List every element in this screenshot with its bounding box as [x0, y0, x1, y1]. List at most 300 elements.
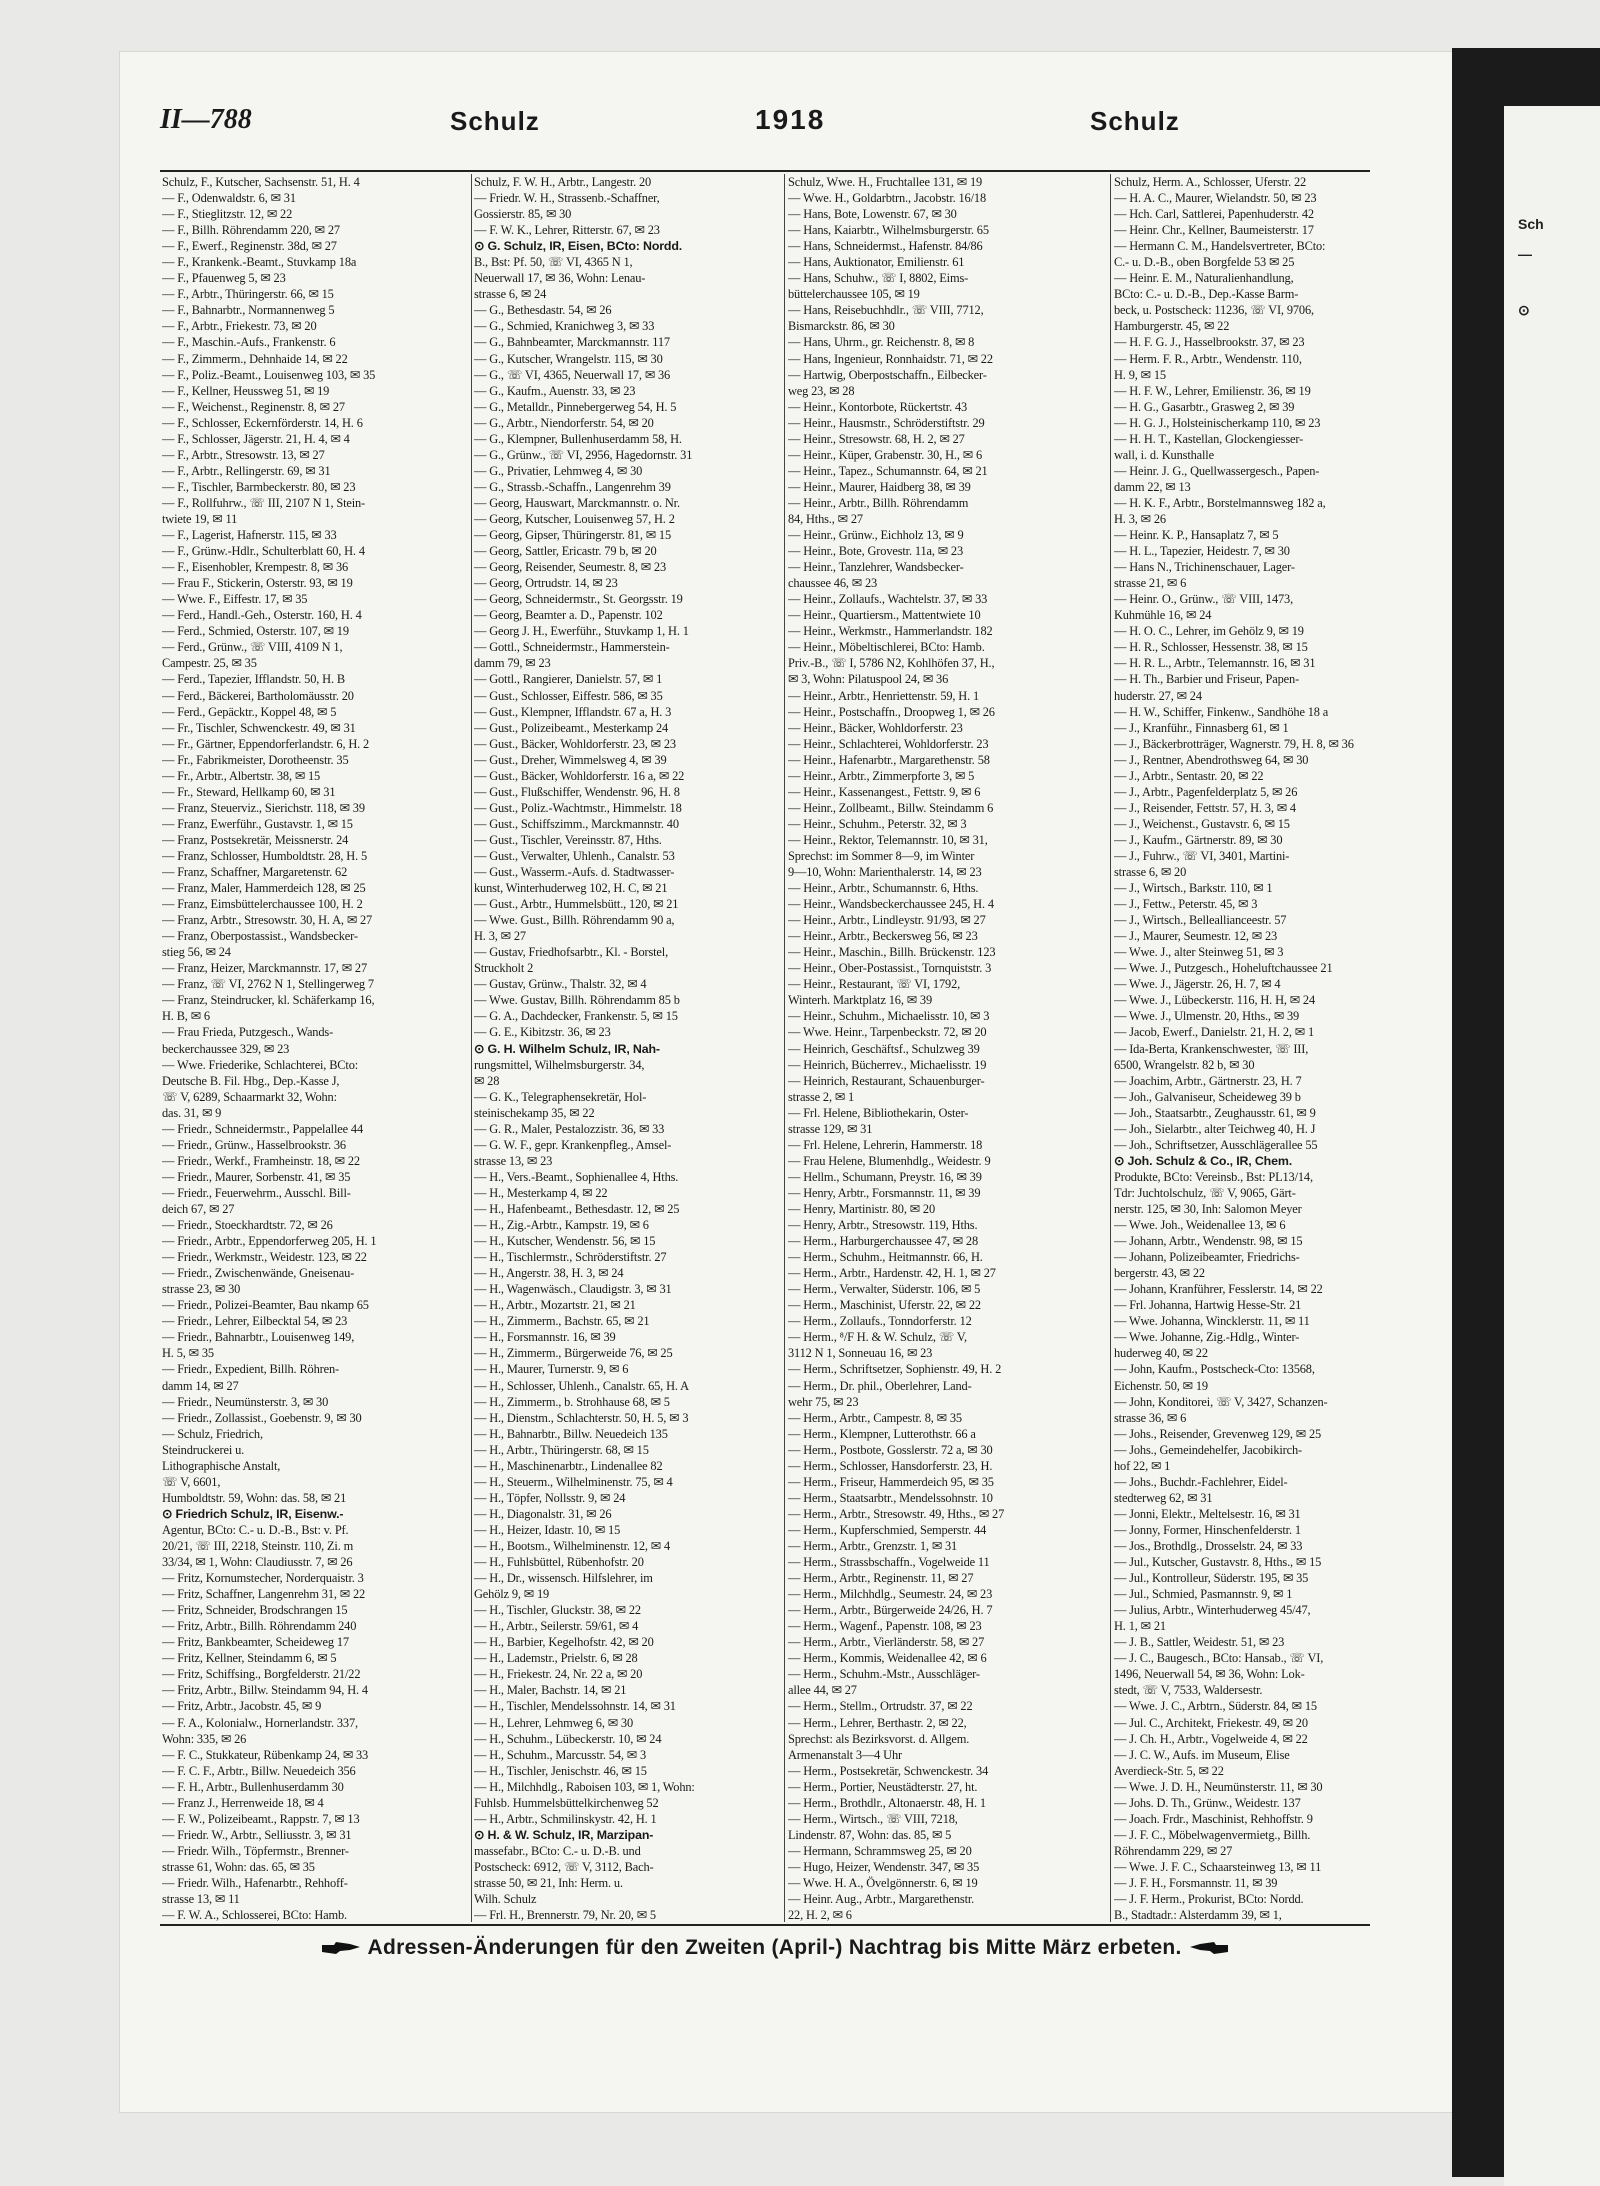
directory-entry: strasse 50, ✉ 21, Inh: Herm. u. [474, 1875, 623, 1890]
directory-entry: — H., Arbtr., Seilerstr. 59/61, ✉ 4 [474, 1619, 639, 1634]
directory-entry: — Wwe. Gustav, Billh. Röhrendamm 85 b [474, 993, 680, 1008]
directory-entry: — Gust., Tischler, Vereinsstr. 87, Hths. [474, 832, 662, 847]
directory-entry: Campestr. 25, ✉ 35 [162, 656, 257, 671]
directory-entry: — Jonny, Former, Hinschenfelderstr. 1 [1114, 1522, 1301, 1537]
directory-entry: — F., Grünw.-Hdlr., Schulterblatt 60, H. 4 [162, 544, 365, 559]
directory-entry: — Herm., Schriftsetzer, Sophienstr. 49, H. 2 [788, 1362, 1002, 1377]
directory-entry: — Friedr., Werkmstr., Weidestr. 123, ✉ 22 [162, 1250, 367, 1265]
directory-entry: — Ida-Berta, Krankenschwester, ☏ III, [1114, 1041, 1309, 1056]
directory-entry: — Franz, Arbtr., Stresowstr. 30, H. A, ✉ 27 [162, 913, 373, 928]
footer-rule [160, 1924, 1370, 1926]
directory-entry: — Heinr. K. P., Hansaplatz 7, ✉ 5 [1114, 528, 1279, 543]
directory-entry: — John, Kaufm., Postscheck-Cto: 13568, [1114, 1362, 1315, 1377]
directory-entry: — Georg, Kutscher, Louisenweg 57, H. 2 [474, 511, 675, 526]
column-4 [1114, 174, 1372, 1922]
directory-entry: — J., Wirtsch., Barkstr. 110, ✉ 1 [1114, 881, 1273, 896]
directory-entry: — F., Arbtr., Thüringerstr. 66, ✉ 15 [162, 287, 334, 302]
directory-entry: — Friedr., Polizei-Beamter, Bau nkamp 65 [162, 1298, 369, 1313]
directory-entry: bergerstr. 43, ✉ 22 [1114, 1266, 1205, 1281]
directory-entry: — J., Maurer, Seumestr. 12, ✉ 23 [1114, 929, 1278, 944]
directory-entry: — Joach. Frdr., Maschinist, Rehhoffstr. 9 [1114, 1811, 1313, 1826]
directory-entry: — Wwe. J. C., Arbtrn., Süderstr. 84, ✉ 15 [1114, 1699, 1317, 1714]
directory-entry: 22, H. 2, ✉ 6 [788, 1908, 852, 1922]
directory-entry: — Wwe. H. A., Övelgönnerstr. 6, ✉ 19 [788, 1875, 978, 1890]
directory-entry: Produkte, BCto: Vereinsb., Bst: PL13/14, [1114, 1169, 1313, 1184]
directory-entry: — H., Zig.-Arbtr., Kampstr. 19, ✉ 6 [474, 1218, 649, 1233]
directory-entry: — Fritz, Schneider, Brodschrangen 15 [162, 1603, 348, 1618]
directory-entry: — J., Fettw., Peterstr. 45, ✉ 3 [1114, 897, 1258, 912]
directory-entry: — Heinrich, Bücherrev., Michaelisstr. 19 [788, 1057, 987, 1072]
directory-entry: — H., Barbier, Kegelhofstr. 42, ✉ 20 [474, 1635, 654, 1650]
directory-entry: ⊙ Friedrich Schulz, IR, Eisenw.- [162, 1506, 344, 1521]
directory-entry: — H., Dienstm., Schlachterstr. 50, H. 5, ✉ 3 [474, 1410, 689, 1425]
directory-entry: ✉ 28 [474, 1073, 500, 1088]
directory-entry: — Georg, Ortrudstr. 14, ✉ 23 [474, 576, 618, 591]
directory-entry: das. 31, ✉ 9 [162, 1105, 222, 1120]
column-3 [788, 174, 1106, 1922]
directory-entry: — Herm., ⁸/F H. & W. Schulz, ☏ V, [788, 1330, 967, 1345]
directory-entry: Humboldtstr. 59, Wohn: das. 58, ✉ 21 [162, 1490, 347, 1505]
directory-entry: — Gottl., Rangierer, Danielstr. 57, ✉ 1 [474, 672, 663, 687]
directory-entry: — J. C. W., Aufs. im Museum, Elise [1114, 1747, 1290, 1762]
directory-entry: — Heinr., Möbeltischlerei, BCto: Hamb. [788, 640, 985, 655]
directory-entry: büttelerchaussee 105, ✉ 19 [788, 287, 920, 302]
directory-entry: — H., Tischler, Gluckstr. 38, ✉ 22 [474, 1603, 641, 1618]
directory-entry: — F. H., Arbtr., Bullenhuserdamm 30 [162, 1779, 344, 1794]
directory-entry: — Heinr., Postschaffn., Droopweg 1, ✉ 26 [788, 704, 995, 719]
directory-entry: — Friedr., Maurer, Sorbenstr. 41, ✉ 35 [162, 1169, 351, 1184]
directory-entry: H. B, ✉ 6 [162, 1009, 210, 1024]
directory-entry: — Heinr., Maurer, Haidberg 38, ✉ 39 [788, 479, 971, 494]
directory-entry: Lindenstr. 87, Wohn: das. 85, ✉ 5 [788, 1827, 952, 1842]
directory-entry: Sprechst: als Bezirksvorst. d. Allgem. [788, 1731, 970, 1746]
directory-entry: — Franz, Maler, Hammerdeich 128, ✉ 25 [162, 881, 366, 896]
directory-entry: strasse 21, ✉ 6 [1114, 576, 1187, 591]
directory-entry: — Friedr., Schneidermstr., Pappelallee 44 [162, 1121, 364, 1136]
directory-entry: — Joachim, Arbtr., Gärtnerstr. 23, H. 7 [1114, 1073, 1302, 1088]
directory-entry: Fuhlsb. Hummelsbüttelkirchenweg 52 [474, 1795, 659, 1810]
directory-entry: — Gust., Poliz.-Wachtmstr., Himmelstr. 18 [474, 800, 682, 815]
directory-entry: — Herm., Kommis, Weidenallee 42, ✉ 6 [788, 1651, 987, 1666]
column-2 [474, 174, 780, 1922]
directory-entry: — Wwe. J., Jägerstr. 26, H. 7, ✉ 4 [1114, 977, 1281, 992]
directory-entry: — F. W., Polizeibeamt., Rappstr. 7, ✉ 13 [162, 1811, 360, 1826]
directory-entry: weg 23, ✉ 28 [788, 383, 855, 398]
directory-entry: — Friedr., Feuerwehrm., Ausschl. Bill- [162, 1185, 351, 1200]
directory-entry: — H., Vers.-Beamt., Sophienallee 4, Hths. [474, 1169, 679, 1184]
directory-entry: — Hans, Reisebuchhdlr., ☏ VIII, 7712, [788, 303, 984, 318]
directory-entry: — H., Heizer, Idastr. 10, ✉ 15 [474, 1522, 621, 1537]
directory-entry: — Fr., Fabrikmeister, Dorotheenstr. 35 [162, 752, 349, 767]
directory-entry: — Heinr., Arbtr., Henriettenstr. 59, H. 1 [788, 688, 980, 703]
directory-entry: twiete 19, ✉ 11 [162, 511, 238, 526]
directory-entry: — F., Rollfuhrw., ☏ III, 2107 N 1, Stein- [162, 495, 366, 510]
directory-entry: — Johs., Reisender, Grevenweg 129, ✉ 25 [1114, 1426, 1322, 1441]
directory-entry: Gossierstr. 85, ✉ 30 [474, 207, 572, 222]
directory-entry: — G. R., Maler, Pestalozzistr. 36, ✉ 33 [474, 1121, 665, 1136]
directory-entry: — Hans, Schneidermst., Hafenstr. 84/86 [788, 239, 983, 254]
directory-entry: — H., Forsmannstr. 16, ✉ 39 [474, 1330, 616, 1345]
directory-entry: — Johs., Buchdr.-Fachlehrer, Eidel- [1114, 1474, 1288, 1489]
directory-entry: Lithographische Anstalt, [162, 1458, 281, 1473]
directory-entry: — Herm., Postsekretär, Schwenckestr. 34 [788, 1763, 989, 1778]
directory-entry: Steindruckerei u. [162, 1442, 245, 1457]
directory-entry: — Gust., Schlosser, Eiffestr. 586, ✉ 35 [474, 688, 663, 703]
directory-entry: — Frl. Helene, Bibliothekarin, Oster- [788, 1105, 969, 1120]
directory-entry: — Heinr., Küper, Grabenstr. 30, H., ✉ 6 [788, 447, 982, 462]
directory-entry: — F., Kellner, Heussweg 51, ✉ 19 [162, 383, 330, 398]
directory-entry: — H., Schuhm., Marcusstr. 54, ✉ 3 [474, 1747, 647, 1762]
directory-entry: ✉ 3, Wohn: Pilatuspool 24, ✉ 36 [788, 672, 949, 687]
directory-entry: strasse 61, Wohn: das. 65, ✉ 35 [162, 1859, 315, 1874]
directory-entry: — Heinr., Grünw., Eichholz 13, ✉ 9 [788, 528, 964, 543]
directory-entry: — G. E., Kibitzstr. 36, ✉ 23 [474, 1025, 611, 1040]
directory-entry: — F., Schlosser, Jägerstr. 21, H. 4, ✉ 4 [162, 431, 350, 446]
directory-entry: wehr 75, ✉ 23 [788, 1394, 859, 1409]
directory-entry: strasse 23, ✉ 30 [162, 1282, 241, 1297]
directory-entry: — Wwe. J. D. H., Neumünsterstr. 11, ✉ 30 [1114, 1779, 1323, 1794]
directory-entry: — G., ☏ VI, 4365, Neuerwall 17, ✉ 36 [474, 367, 671, 382]
directory-entry: Bismarckstr. 86, ✉ 30 [788, 319, 895, 334]
directory-entry: — F., Maschin.-Aufs., Frankenstr. 6 [162, 335, 336, 350]
directory-entry: — J. C., Baugesch., BCto: Hansab., ☏ VI, [1114, 1651, 1324, 1666]
directory-entry: — G., Klempner, Bullenhuserdamm 58, H. [474, 431, 682, 446]
directory-entry: — H., Angerstr. 38, H. 3, ✉ 24 [474, 1266, 624, 1281]
directory-entry: — F., Weichenst., Reginenstr. 8, ✉ 27 [162, 399, 345, 414]
directory-entry: Wilh. Schulz [474, 1892, 537, 1907]
directory-entry: — Johs., Gemeindehelfer, Jacobikirch- [1114, 1442, 1303, 1457]
directory-entry: — Heinr., Hafenarbtr., Margarethenstr. 58 [788, 752, 990, 767]
directory-entry: — G. K., Telegraphensekretär, Hol- [474, 1089, 647, 1104]
directory-entry: — Fr., Arbtr., Albertstr. 38, ✉ 15 [162, 768, 321, 783]
directory-entry: — Hans, Ingenieur, Ronnhaidstr. 71, ✉ 22 [788, 351, 993, 366]
directory-entry: — G., Arbtr., Niendorferstr. 54, ✉ 20 [474, 415, 654, 430]
directory-entry: huderweg 40, ✉ 22 [1114, 1346, 1208, 1361]
directory-entry: — G. W. F., gepr. Krankenpfleg., Amsel- [474, 1137, 672, 1152]
directory-entry: damm 79, ✉ 23 [474, 656, 551, 671]
directory-entry: — Ferd., Bäckerei, Bartholomäusstr. 20 [162, 688, 354, 703]
directory-entry: — Wwe. Heinr., Tarpenbeckstr. 72, ✉ 20 [788, 1025, 987, 1040]
directory-entry: — Gust., Schiffszimm., Marckmannstr. 40 [474, 816, 679, 831]
directory-entry: — F., Eisenhobler, Krempestr. 8, ✉ 36 [162, 560, 349, 575]
directory-entry: ☏ V, 6289, Schaarmarkt 32, Wohn: [162, 1089, 337, 1104]
directory-entry: — H., Kutscher, Wendenstr. 56, ✉ 15 [474, 1234, 656, 1249]
directory-entry: — H., Dr., wissensch. Hilfslehrer, im [474, 1571, 653, 1586]
directory-entry: — Hans N., Trichinenschauer, Lager- [1114, 560, 1295, 575]
directory-entry: huderstr. 27, ✉ 24 [1114, 688, 1202, 703]
directory-entry: — Johs. D. Th., Grünw., Weidestr. 137 [1114, 1795, 1301, 1810]
directory-entry: — Fritz, Schaffner, Langenrehm 31, ✉ 22 [162, 1587, 366, 1602]
directory-entry: — H. W., Schiffer, Finkenw., Sandhöhe 18 a [1114, 704, 1329, 719]
directory-entry: — H. R. L., Arbtr., Telemannstr. 16, ✉ 31 [1114, 656, 1316, 671]
directory-entry: damm 14, ✉ 27 [162, 1378, 239, 1393]
directory-entry: — F., Billh. Röhrendamm 220, ✉ 27 [162, 223, 340, 238]
directory-entry: Eichenstr. 50, ✉ 19 [1114, 1378, 1208, 1393]
directory-entry: beck, u. Postscheck: 11236, ☏ VI, 9706, [1114, 303, 1314, 318]
directory-entry: — H., Friekestr. 24, Nr. 22 a, ✉ 20 [474, 1667, 643, 1682]
directory-entry: — F., Pfauenweg 5, ✉ 23 [162, 271, 286, 286]
directory-entry: — Gustav, Grünw., Thalstr. 32, ✉ 4 [474, 977, 647, 992]
directory-entry: — F., Schlosser, Eckernförderstr. 14, H. 6 [162, 415, 363, 430]
directory-entry: — Herm., Arbtr., Campestr. 8, ✉ 35 [788, 1410, 962, 1425]
directory-entry: — H., Bahnarbtr., Billw. Neuedeich 135 [474, 1426, 668, 1441]
directory-entry: — Herm., Dr. phil., Oberlehrer, Land- [788, 1378, 972, 1393]
directory-entry: — Heinr., Schuhm., Michaelisstr. 10, ✉ 3 [788, 1009, 990, 1024]
directory-entry: — Herm., Arbtr., Stresowstr. 49, Hths., ✉ 27 [788, 1506, 1005, 1521]
directory-entry: — Heinr., Schlachterei, Wohldorferstr. 23 [788, 736, 989, 751]
directory-entry: — G., Bethesdastr. 54, ✉ 26 [474, 303, 612, 318]
directory-entry: — H., Lademstr., Prielstr. 6, ✉ 28 [474, 1651, 638, 1666]
directory-entry: Sprechst: im Sommer 8—9, im Winter [788, 848, 975, 863]
directory-entry: — Franz, Schaffner, Margaretenstr. 62 [162, 865, 348, 880]
directory-entry: — Heinr. J. G., Quellwassergesch., Papen- [1114, 463, 1320, 478]
directory-entry: — H. G., Gasarbtr., Grasweg 2, ✉ 39 [1114, 399, 1295, 414]
directory-entry: — Gust., Wasserm.-Aufs. d. Stadtwasser- [474, 865, 675, 880]
directory-entry: BCto: C.- u. D.-B., Dep.-Kasse Barm- [1114, 287, 1299, 302]
directory-entry: hof 22, ✉ 1 [1114, 1458, 1171, 1473]
directory-entry: — Friedr., Lehrer, Eilbecktal 54, ✉ 23 [162, 1314, 348, 1329]
directory-entry: — Heinr., Kontorbote, Rückertstr. 43 [788, 399, 968, 414]
directory-entry: massefabr., BCto: C.- u. D.-B. und [474, 1843, 641, 1858]
directory-entry: Schulz, F., Kutscher, Sachsenstr. 51, H. 4 [162, 175, 360, 189]
directory-entry: — J., Rentner, Abendrothsweg 64, ✉ 30 [1114, 752, 1309, 767]
directory-entry: — Franz, Oberpostassist., Wandsbecker- [162, 929, 358, 944]
pointing-hand-icon [1188, 1940, 1230, 1956]
edge-fragment: Sch [1518, 216, 1544, 232]
directory-entry: damm 22, ✉ 13 [1114, 479, 1191, 494]
directory-entry: — Heinr., Arbtr., Lindleystr. 91/93, ✉ 27 [788, 913, 986, 928]
directory-entry: — Frau Frieda, Putzgesch., Wands- [162, 1025, 334, 1040]
directory-entry: — Wwe. H., Goldarbtrn., Jacobstr. 16/18 [788, 191, 986, 206]
directory-entry: H. 3, ✉ 27 [474, 929, 526, 944]
directory-entry: — F. W. A., Schlosserei, BCto: Hamb. [162, 1908, 347, 1922]
directory-entry: — Jonni, Elektr., Meltelsestr. 16, ✉ 31 [1114, 1506, 1301, 1521]
running-head-right: Schulz [1090, 106, 1180, 136]
directory-entry: — Frl. Helene, Lehrerin, Hammerstr. 18 [788, 1137, 983, 1152]
directory-entry: Neuerwall 17, ✉ 36, Wohn: Lenau- [474, 271, 646, 286]
directory-entry: H. 5, ✉ 35 [162, 1346, 214, 1361]
directory-entry: stieg 56, ✉ 24 [162, 945, 231, 960]
directory-entry: — Ferd., Tapezier, Ifflandstr. 50, H. B [162, 672, 345, 687]
directory-entry: — H., Maler, Bachstr. 14, ✉ 21 [474, 1683, 627, 1698]
directory-entry: — G., Kaufm., Auenstr. 33, ✉ 23 [474, 383, 636, 398]
directory-entry: — Friedr. Wilh., Töpfermstr., Brenner- [162, 1843, 349, 1858]
directory-entry: — Heinr., Tanzlehrer, Wandsbecker- [788, 560, 964, 575]
directory-entry: — Heinr., Schuhm., Peterstr. 32, ✉ 3 [788, 816, 967, 831]
directory-entry: — Henry, Arbtr., Stresowstr. 119, Hths. [788, 1218, 978, 1233]
directory-entry: ⊙ H. & W. Schulz, IR, Marzipan- [474, 1827, 654, 1842]
directory-entry: — Friedr., Neumünsterstr. 3, ✉ 30 [162, 1394, 329, 1409]
column-1 [162, 174, 468, 1922]
directory-entry: — H., Bootsm., Wilhelminenstr. 12, ✉ 4 [474, 1538, 671, 1553]
footer-text: Adressen-Änderungen für den Zweiten (April-) Nachtrag bis Mitte März erbeten. [367, 1936, 1182, 1959]
directory-entry: — H., Arbtr., Thüringerstr. 68, ✉ 15 [474, 1442, 649, 1457]
running-head-left: Schulz [450, 106, 540, 136]
directory-entry: — Jul., Schmied, Pasmannstr. 9, ✉ 1 [1114, 1587, 1293, 1602]
directory-entry: — Georg, Hauswart, Marckmannstr. o. Nr. [474, 495, 680, 510]
directory-entry: strasse 36, ✉ 6 [1114, 1410, 1187, 1425]
next-page-strip [1504, 106, 1600, 2186]
directory-entry: ⊙ Joh. Schulz & Co., IR, Chem. [1114, 1153, 1292, 1168]
directory-entry: ☏ V, 6601, [162, 1474, 221, 1489]
directory-entry: — Ferd., Gepäcktr., Koppel 48, ✉ 5 [162, 704, 337, 719]
directory-entry: — Herm., Milchhdlg., Seumestr. 24, ✉ 23 [788, 1587, 993, 1602]
directory-entry: — Herm. F. R., Arbtr., Wendenstr. 110, [1114, 351, 1302, 366]
directory-entry: — Joh., Galvaniseur, Scheideweg 39 b [1114, 1089, 1301, 1104]
directory-entry: — Friedr., Grünw., Hasselbrookstr. 36 [162, 1137, 346, 1152]
directory-entry: — J. B., Sattler, Weidestr. 51, ✉ 23 [1114, 1635, 1285, 1650]
directory-entry: — Wwe. J., Ulmenstr. 20, Hths., ✉ 39 [1114, 1009, 1300, 1024]
directory-entry: — Franz, Eimsbüttelerchaussee 100, H. 2 [162, 897, 363, 912]
directory-entry: — Herm., Klempner, Lutterothstr. 66 a [788, 1426, 976, 1441]
directory-entry: — F., Lagerist, Hafnerstr. 115, ✉ 33 [162, 528, 337, 543]
directory-entry: — H. R., Schlosser, Hessenstr. 38, ✉ 15 [1114, 640, 1308, 655]
directory-entry: — H., Tischlermstr., Schröderstiftstr. 27 [474, 1250, 667, 1265]
directory-entry: — Heinrich, Restaurant, Schauenburger- [788, 1073, 985, 1088]
year: 1918 [755, 104, 826, 135]
directory-entry: — G., Schmied, Kranichweg 3, ✉ 33 [474, 319, 655, 334]
directory-entry: wall, i. d. Kunsthalle [1114, 447, 1214, 462]
directory-entry: strasse 13, ✉ 23 [474, 1153, 553, 1168]
directory-entry: — H., Milchhdlg., Raboisen 103, ✉ 1, Wohn: [474, 1779, 695, 1794]
directory-entry: stedt, ☏ V, 7533, Waldersestr. [1114, 1683, 1263, 1698]
directory-entry: — Friedr. W. H., Strassenb.-Schaffner, [474, 191, 660, 206]
directory-entry: — Ferd., Grünw., ☏ VIII, 4109 N 1, [162, 640, 343, 655]
directory-entry: — Georg, Sattler, Ericastr. 79 b, ✉ 20 [474, 544, 657, 559]
directory-entry: — Jul., Kutscher, Gustavstr. 8, Hths., ✉ 15 [1114, 1555, 1322, 1570]
directory-entry: ⊙ G. H. Wilhelm Schulz, IR, Nah- [474, 1041, 660, 1056]
directory-entry: — Gustav, Friedhofsarbtr., Kl. - Borstel, [474, 945, 669, 960]
directory-entry: — Franz, Heizer, Marckmannstr. 17, ✉ 27 [162, 961, 367, 976]
directory-entry: — J., Fuhrw., ☏ VI, 3401, Martini- [1114, 848, 1290, 863]
directory-entry: — H., Hafenbeamt., Bethesdastr. 12, ✉ 25 [474, 1202, 680, 1216]
directory-entry: — Hermann C. M., Handelsvertreter, BCto: [1114, 239, 1326, 254]
directory-entry: — Herm., Schuhm.-Mstr., Ausschläger- [788, 1667, 980, 1682]
directory-entry: — H., Arbtr., Mozartstr. 21, ✉ 21 [474, 1298, 636, 1313]
directory-entry: — Wwe. Johanna, Wincklerstr. 11, ✉ 11 [1114, 1314, 1310, 1329]
scanner-edge [1452, 48, 1600, 2177]
directory-entry: — J., Bäckerbrotträger, Wagnerstr. 79, H. 8, ✉ 36 [1114, 736, 1354, 751]
directory-entry: — Wwe. J. F. C., Schaarsteinweg 13, ✉ 11 [1114, 1859, 1322, 1874]
directory-entry: — Fritz, Bankbeamter, Scheideweg 17 [162, 1635, 349, 1650]
directory-entry: kunst, Winterhuderweg 102, H. C, ✉ 21 [474, 881, 668, 896]
directory-entry: — Herm., Strassbschaffn., Vogelweide 11 [788, 1555, 990, 1570]
column-divider [784, 174, 785, 1922]
directory-entry: — Wwe. F., Eiffestr. 17, ✉ 35 [162, 592, 308, 607]
directory-entry: — Fritz, Schiffsing., Borgfelderstr. 21/22 [162, 1667, 361, 1682]
directory-entry: — H., Maschinenarbtr., Lindenallee 82 [474, 1458, 663, 1473]
page-number: II—788 [160, 104, 252, 135]
directory-entry: — Hans, Bote, Lowenstr. 67, ✉ 30 [788, 207, 957, 222]
directory-entry: rungsmittel, Wilhelmsburgerstr. 34, [474, 1057, 645, 1072]
directory-entry: — Gust., Bäcker, Wohldorferstr. 23, ✉ 23 [474, 736, 676, 751]
directory-entry: Röhrendamm 229, ✉ 27 [1114, 1843, 1233, 1858]
directory-entry: — Herm., Wirtsch., ☏ VIII, 7218, [788, 1811, 958, 1826]
directory-entry: — Gust., Dreher, Wimmelsweg 4, ✉ 39 [474, 752, 667, 767]
directory-entry: — Schulz, Friedrich, [162, 1426, 263, 1441]
directory-entry: — Friedr., Arbtr., Eppendorferweg 205, H. 1 [162, 1234, 377, 1249]
edge-fragment: — [1518, 246, 1532, 262]
directory-entry: — Hch. Carl, Sattlerei, Papenhuderstr. 42 [1114, 207, 1314, 222]
directory-entry: 6500, Wrangelstr. 82 b, ✉ 30 [1114, 1057, 1255, 1072]
directory-entry: — Hans, Kaiarbtr., Wilhelmsburgerstr. 65 [788, 223, 989, 238]
directory-entry: — Friedr., Expedient, Billh. Röhren- [162, 1362, 339, 1377]
directory-entry: — Herm., Zollaufs., Tonndorferstr. 12 [788, 1314, 972, 1329]
column-divider [471, 174, 472, 1922]
directory-entry: — Herm., Arbtr., Vierländerstr. 58, ✉ 27 [788, 1635, 985, 1650]
directory-entry: — F., Ewerf., Reginenstr. 38d, ✉ 27 [162, 239, 337, 254]
directory-entry: — Heinr., Stresowstr. 68, H. 2, ✉ 27 [788, 431, 965, 446]
directory-entry: — J., Kranführ., Finnasberg 61, ✉ 1 [1114, 720, 1289, 735]
directory-entry: — Heinr. Chr., Kellner, Baumeisterstr. 17 [1114, 223, 1314, 238]
directory-entry: — J., Arbtr., Sentastr. 20, ✉ 22 [1114, 768, 1264, 783]
directory-entry: — Johann, Kranführer, Fesslerstr. 14, ✉ 22 [1114, 1282, 1323, 1297]
directory-entry: — H., Tischler, Mendelssohnstr. 14, ✉ 31 [474, 1699, 676, 1714]
directory-entry: — H. Th., Barbier und Friseur, Papen- [1114, 672, 1300, 687]
directory-entry: Winterh. Marktplatz 16, ✉ 39 [788, 993, 933, 1008]
directory-entry: H. 9, ✉ 15 [1114, 367, 1166, 382]
directory-entry: — H., Zimmerm., Bachstr. 65, ✉ 21 [474, 1314, 650, 1329]
directory-entry: — H., Zimmerm., b. Strohhause 68, ✉ 5 [474, 1394, 670, 1409]
directory-entry: — Gust., Arbtr., Hummelsbütt., 120, ✉ 21 [474, 897, 679, 912]
directory-entry: — Heinr., Arbtr., Zimmerpforte 3, ✉ 5 [788, 768, 975, 783]
directory-entry: — Heinrich, Geschäftsf., Schulzweg 39 [788, 1041, 980, 1056]
directory-entry: — H., Arbtr., Schmilinskystr. 42, H. 1 [474, 1811, 657, 1826]
directory-entry: — J. F. C., Möbelwagenvermietg., Billh. [1114, 1827, 1311, 1842]
directory-entry: — Jacob, Ewerf., Danielstr. 21, H. 2, ✉ 1 [1114, 1025, 1315, 1040]
directory-entry: — Heinr. E. M., Naturalienhandlung, [1114, 271, 1294, 286]
directory-entry: — G., Strassb.-Schaffn., Langenrehm 39 [474, 479, 671, 494]
directory-entry: — Friedr., Zollassist., Goebenstr. 9, ✉ 30 [162, 1410, 362, 1425]
directory-entry: — Herm., Lehrer, Berthastr. 2, ✉ 22, [788, 1715, 967, 1730]
directory-entry: 3112 N 1, Sonneuau 16, ✉ 23 [788, 1346, 933, 1361]
directory-entry: — F., Arbtr., Rellingerstr. 69, ✉ 31 [162, 463, 331, 478]
directory-entry: — Franz, Ewerführ., Gustavstr. 1, ✉ 15 [162, 816, 353, 831]
directory-entry: — Wwe. Gust., Billh. Röhrendamm 90 a, [474, 913, 675, 928]
directory-entry: — H. O. C., Lehrer, im Gehölz 9, ✉ 19 [1114, 624, 1304, 639]
directory-entry: — G., Grünw., ☏ VI, 2956, Hagedornstr. 31 [474, 447, 693, 462]
directory-entry: — F., Tischler, Barmbeckerstr. 80, ✉ 23 [162, 479, 356, 494]
directory-entry: — Georg, Beamter a. D., Papenstr. 102 [474, 608, 663, 623]
directory-entry: — Fritz, Kellner, Steindamm 6, ✉ 5 [162, 1651, 337, 1666]
directory-entry: — J., Wirtsch., Belleallianceestr. 57 [1114, 913, 1287, 928]
directory-entry: — Heinr., Arbtr., Billh. Röhrendamm [788, 495, 969, 510]
directory-entry: — Heinr., Hausmstr., Schröderstiftstr. 29 [788, 415, 985, 430]
directory-entry: — Friedr. W., Arbtr., Selliusstr. 3, ✉ 31 [162, 1827, 352, 1842]
directory-entry: — J., Weichenst., Gustavstr. 6, ✉ 15 [1114, 816, 1290, 831]
directory-entry: — H., Maurer, Turnerstr. 9, ✉ 6 [474, 1362, 629, 1377]
directory-entry: — Ferd., Handl.-Geh., Osterstr. 160, H. 4 [162, 608, 362, 623]
directory-entry: — Fritz, Arbtr., Billw. Steindamm 94, H. 4 [162, 1683, 368, 1698]
directory-entry: — H., Wagenwäsch., Claudigstr. 3, ✉ 31 [474, 1282, 672, 1297]
directory-entry: — Henry, Martinistr. 80, ✉ 20 [788, 1202, 936, 1216]
directory-entry: — Hellm., Schumann, Preystr. 16, ✉ 39 [788, 1169, 982, 1184]
directory-entry: Agentur, BCto: C.- u. D.-B., Bst: v. Pf. [162, 1522, 349, 1537]
directory-entry: strasse 13, ✉ 11 [162, 1892, 240, 1907]
directory-entry: — Heinr., Arbtr., Schumannstr. 6, Hths. [788, 881, 979, 896]
directory-entry: — Hans, Auktionator, Emilienstr. 61 [788, 255, 965, 270]
directory-entry: — J. F. H., Forsmannstr. 11, ✉ 39 [1114, 1875, 1278, 1890]
directory-entry: — Frau Helene, Blumenhdlg., Weidestr. 9 [788, 1153, 991, 1168]
footer-notice [270, 1936, 1280, 1972]
directory-entry: — Herm., Portier, Neustädterstr. 27, ht. [788, 1779, 978, 1794]
directory-entry: — Heinr., Zollbeamt., Billw. Steindamm 6 [788, 800, 994, 815]
directory-entry: — John, Konditorei, ☏ V, 3427, Schanzen- [1114, 1394, 1328, 1409]
directory-entry: — H. H. T., Kastellan, Glockengiesser- [1114, 431, 1304, 446]
directory-entry: — J. Ch. H., Arbtr., Vogelweide 4, ✉ 22 [1114, 1731, 1308, 1746]
directory-entry: — Heinr., Arbtr., Beckersweg 56, ✉ 23 [788, 929, 978, 944]
directory-entry: — Fr., Steward, Hellkamp 60, ✉ 31 [162, 784, 336, 799]
